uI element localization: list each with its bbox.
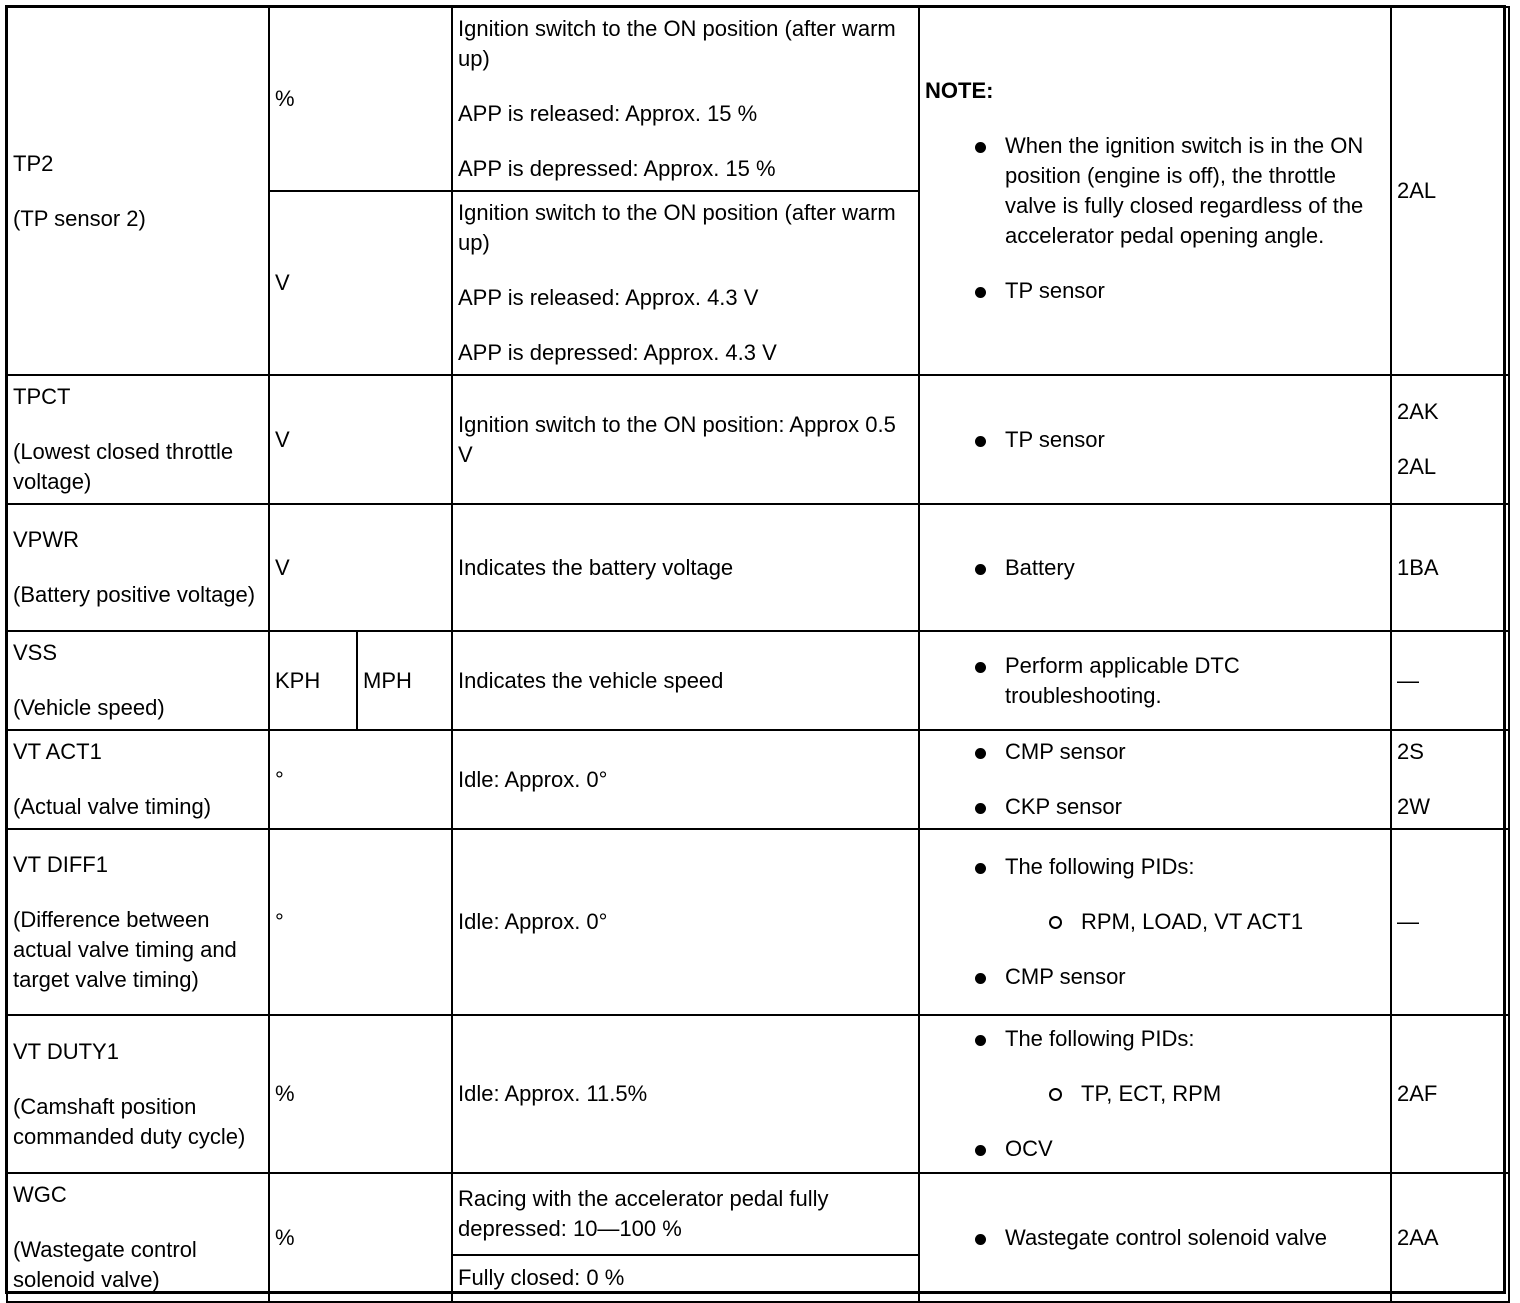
pid-name: TPCT xyxy=(13,384,71,409)
pid-description: (Battery positive voltage) xyxy=(13,582,256,607)
inspection-item: Battery xyxy=(925,553,1385,583)
inspection-item: CMP sensor xyxy=(925,962,1385,992)
pid-cell xyxy=(7,1173,269,1302)
inspection-item: TP sensor xyxy=(925,276,1385,306)
inspection-item: Perform applicable DTC troubleshooting. xyxy=(925,651,1385,711)
unit-cell: KPH xyxy=(269,631,357,730)
pid-name: VSS xyxy=(13,640,58,665)
pid-description: (Camshaft position commanded duty cycle) xyxy=(13,1093,246,1149)
terminal-cell xyxy=(1391,730,1509,829)
condition-cell: Fully closed: 0 % xyxy=(452,1255,919,1302)
terminal-cell: 2AF xyxy=(1391,1015,1509,1173)
unit-cell: % xyxy=(269,1015,452,1173)
terminal-cell: — xyxy=(1391,631,1509,730)
condition-cell: Idle: Approx. 0° xyxy=(452,829,919,1015)
pid-description: (Lowest closed throttle voltage) xyxy=(13,439,234,494)
inspection-subitem: RPM, LOAD, VT ACT1 xyxy=(925,907,1385,937)
pid-description: (Vehicle speed) xyxy=(13,695,165,720)
unit-cell: V xyxy=(269,504,452,631)
inspection-cell xyxy=(919,631,1391,730)
condition-cell: Ignition switch to the ON position: Approx 0.5 V xyxy=(452,375,919,504)
unit-cell: V xyxy=(269,375,452,504)
unit-cell: MPH xyxy=(357,631,452,730)
inspection-item: When the ignition switch is in the ON position (engine is off), the throttle valve is fully closed regardless of the accelerator pedal opening angle. xyxy=(925,131,1385,251)
inspection-item: Wastegate control solenoid valve xyxy=(925,1223,1385,1253)
pid-name: TP2 xyxy=(13,150,54,176)
note-label: NOTE: xyxy=(925,78,994,103)
pid-description: (Actual valve timing) xyxy=(13,794,212,819)
inspection-subitem: TP, ECT, RPM xyxy=(925,1079,1385,1109)
terminal-value: 2AL xyxy=(1397,454,1437,479)
table-row-wgc xyxy=(7,1173,1509,1255)
table-row-tpct xyxy=(7,375,1509,504)
inspection-item: The following PIDs: xyxy=(925,1024,1385,1054)
table-row-tp2 xyxy=(7,7,1509,191)
inspection-cell xyxy=(919,1173,1391,1302)
condition-cell xyxy=(452,191,919,375)
inspection-item: The following PIDs: xyxy=(925,852,1385,882)
terminal-cell: 1BA xyxy=(1391,504,1509,631)
pid-description: (Wastegate control solenoid valve) xyxy=(13,1237,197,1292)
inspection-cell xyxy=(919,730,1391,829)
condition-cell: Indicates the vehicle speed xyxy=(452,631,919,730)
table-row-vss xyxy=(7,631,1509,730)
condition-cell: Racing with the accelerator pedal fully depressed: 10—100 % xyxy=(452,1173,919,1255)
pid-cell xyxy=(7,7,269,375)
table-row-vpwr xyxy=(7,504,1509,631)
inspection-item: CKP sensor xyxy=(925,792,1385,822)
pid-name: WGC xyxy=(13,1182,67,1207)
terminal-value: 2AK xyxy=(1397,399,1439,424)
inspection-cell xyxy=(919,829,1391,1015)
inspection-item: OCV xyxy=(925,1134,1385,1164)
condition-cell xyxy=(452,7,919,191)
inspection-item: TP sensor xyxy=(925,425,1385,455)
pid-description: (TP sensor 2) xyxy=(13,205,146,231)
condition-text: Ignition switch to the ON position (after warm up) xyxy=(458,200,896,255)
terminal-cell xyxy=(1391,375,1509,504)
inspection-cell xyxy=(919,504,1391,631)
table-row-vtduty1 xyxy=(7,1015,1509,1173)
unit-cell: % xyxy=(269,7,452,191)
terminal-value: 2S xyxy=(1397,739,1424,764)
unit-cell: % xyxy=(269,1173,452,1302)
pid-cell xyxy=(7,631,269,730)
unit-cell: ° xyxy=(269,829,452,1015)
pid-cell xyxy=(7,1015,269,1173)
pid-description: (Difference between actual valve timing and target valve timing) xyxy=(13,906,237,992)
condition-cell: Indicates the battery voltage xyxy=(452,504,919,631)
condition-text: APP is depressed: Approx. 15 % xyxy=(458,156,776,181)
table-row-vtdiff1 xyxy=(7,829,1509,1015)
pid-cell xyxy=(7,504,269,631)
inspection-cell xyxy=(919,375,1391,504)
condition-text: Ignition switch to the ON position (after warm up) xyxy=(458,16,896,71)
pid-name: VPWR xyxy=(13,527,79,552)
pid-table xyxy=(6,6,1510,1303)
pid-cell xyxy=(7,375,269,504)
pid-cell xyxy=(7,829,269,1015)
condition-text: APP is depressed: Approx. 4.3 V xyxy=(458,340,777,365)
condition-text: APP is released: Approx. 15 % xyxy=(458,101,758,126)
unit-cell: ° xyxy=(269,730,452,829)
terminal-cell: 2AA xyxy=(1391,1173,1509,1302)
pid-cell xyxy=(7,730,269,829)
condition-cell: Idle: Approx. 0° xyxy=(452,730,919,829)
table-row-vtact1 xyxy=(7,730,1509,829)
inspection-item: CMP sensor xyxy=(925,737,1385,767)
inspection-cell xyxy=(919,1015,1391,1173)
unit-cell: V xyxy=(269,191,452,375)
terminal-cell: — xyxy=(1391,829,1509,1015)
pid-name: VT DUTY1 xyxy=(13,1038,119,1064)
pid-name: VT DIFF1 xyxy=(13,851,108,877)
pid-name: VT ACT1 xyxy=(13,739,102,764)
terminal-cell: 2AL xyxy=(1391,7,1509,375)
condition-cell: Idle: Approx. 11.5% xyxy=(452,1015,919,1173)
terminal-value: 2W xyxy=(1397,794,1430,819)
condition-text: APP is released: Approx. 4.3 V xyxy=(458,285,759,310)
inspection-cell xyxy=(919,7,1391,375)
